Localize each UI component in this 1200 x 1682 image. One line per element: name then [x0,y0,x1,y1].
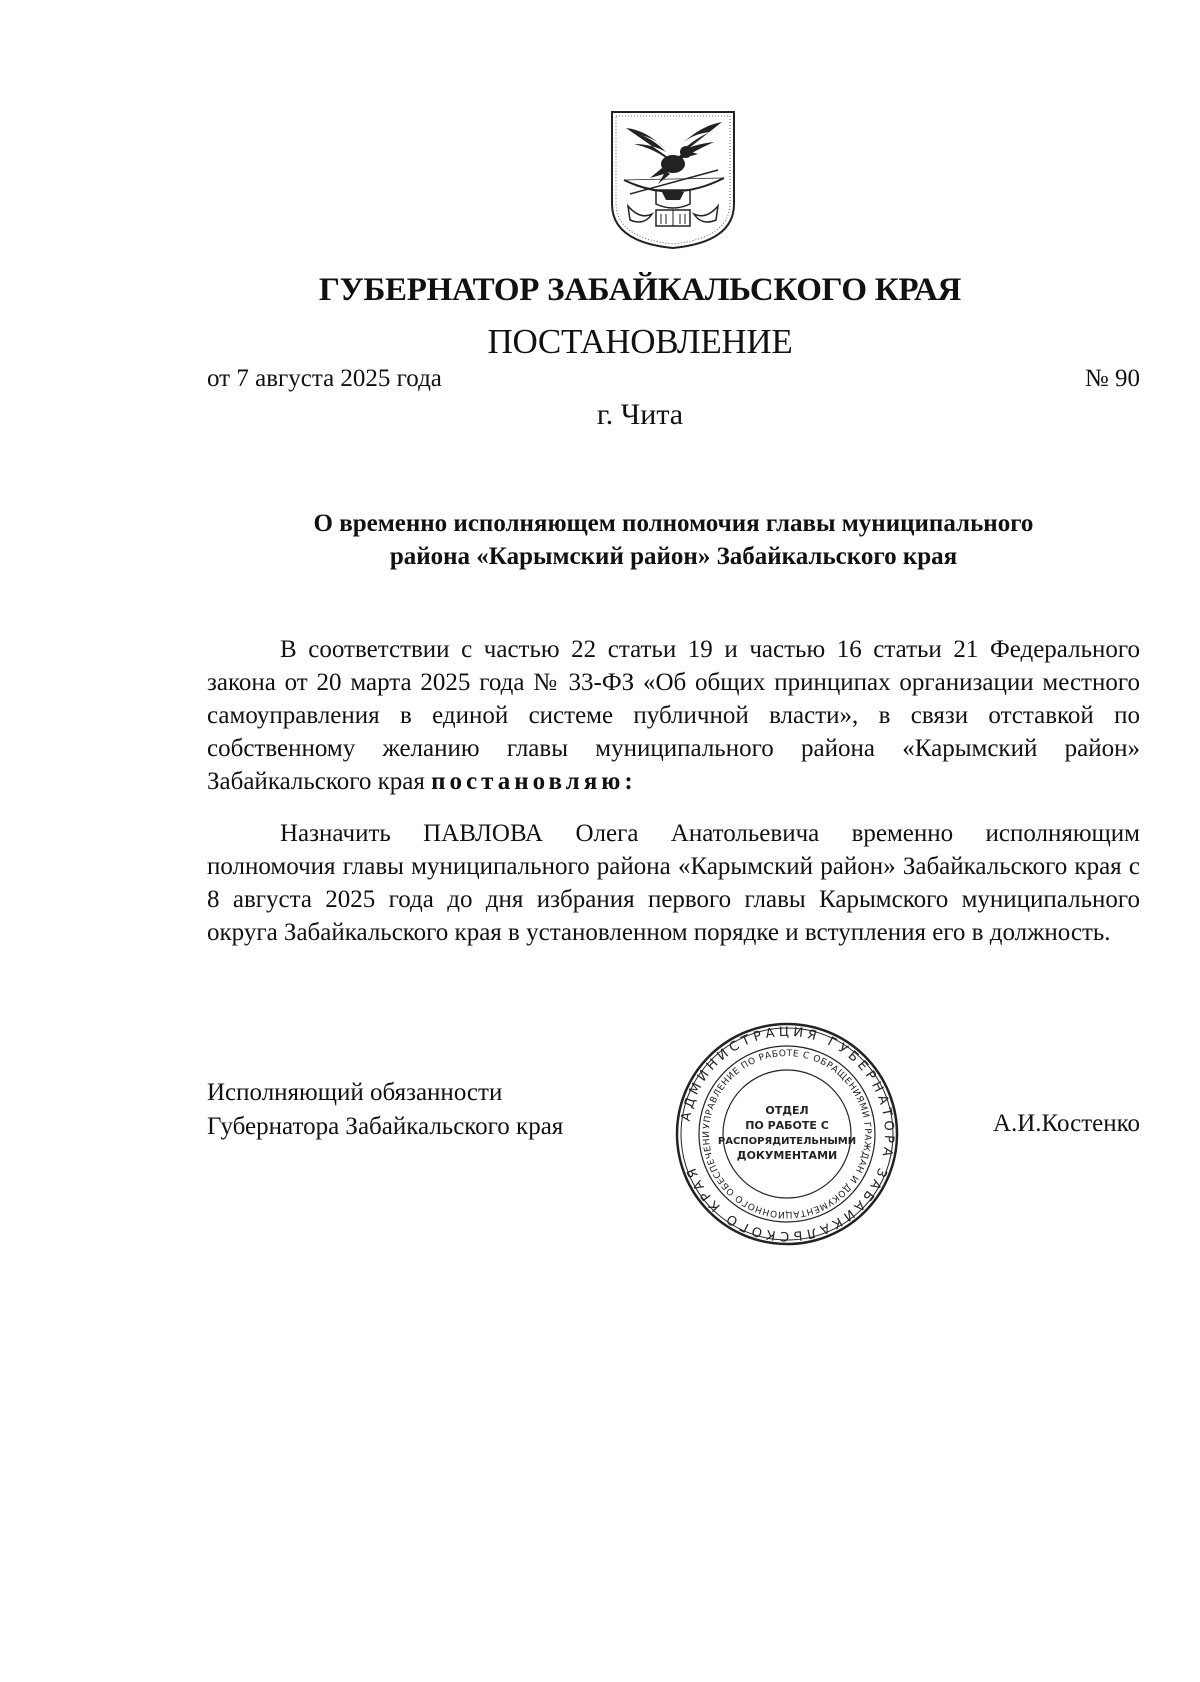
document-type: ПОСТАНОВЛЕНИЕ [487,322,793,361]
coat-of-arms-emblem [606,108,740,250]
issuing-authority: ГУБЕРНАТОР ЗАБАЙКАЛЬСКОГО КРАЯ [318,272,962,308]
issuing-city: г. Чита [596,398,684,431]
seal-middle-text: УПРАВЛЕНИЕ ПО РАБОТЕ С ОБРАЩЕНИЯМИ ГРАЖДАН И ДОКУМЕНТАЦИОННОГО ОБЕСПЕЧЕНИ [701,1048,873,1220]
seal-center-line-1: ОТДЕЛ [765,1104,809,1117]
signatory-position [207,1076,563,1144]
seal-center-line-3: РАСПОРЯДИТЕЛЬНЫМИ [717,1136,857,1147]
seal-center-line-4: ДОКУМЕНТАМИ [736,1149,838,1162]
signatory-name: А.И.Костенко [992,1110,1140,1137]
signatory-position-line-2: Губернатора Забайкальского края [207,1113,564,1140]
seal-center-line-2: ПО РАБОТЕ С [745,1119,829,1132]
document-number: № 90 [1084,365,1140,392]
subject-line-2: района «Карымский район» Забайкальского края [389,543,958,570]
subject-line-1: О временно исполняющем полномочия главы муниципального [313,510,1034,537]
official-seal [673,1020,901,1248]
preamble-text: В соответствии с частью 22 статьи 19 и частью 16 статьи 21 Федерального закона от 20 марта 2025 года № 33-ФЗ «Об общих принципах организации местного самоуправления в единой системе публичной власти», в связи отставкой по собственному желанию главы муниципального района «Карымский район» Забайкальского края [207,636,1140,795]
operative-paragraph: Назначить ПАВЛОВА Олега Анатольевича временно исполняющим полномочия главы муниципального района «Карымский район» Забайкальского края с 8 августа 2025 года до дня избрания первого главы Карымского муниципального округа Забайкальского края в установленном порядке и вступления его в должность. [207,820,1140,946]
seal-outer-text: АДМИНИСТРАЦИЯ ГУБЕРНАТОРА ЗАБАЙКАЛЬСКОГО КРАЯ [678,1024,897,1244]
document-subject [207,507,1140,573]
preamble-paragraph [207,633,1140,798]
signatory-position-line-1: Исполняющий обязанности [207,1079,503,1106]
document-date: от 7 августа 2025 года [207,365,442,392]
decree-word: постановляю: [431,768,637,795]
